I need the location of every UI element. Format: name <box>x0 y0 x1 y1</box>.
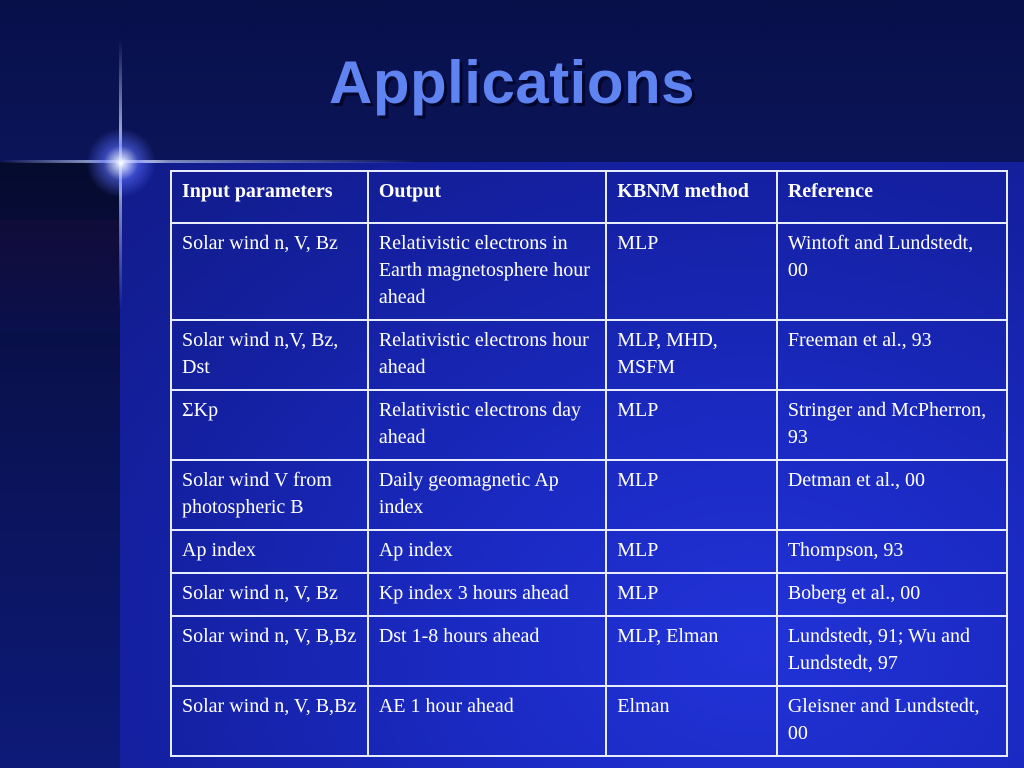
cell-method: MLP, MHD, MSFM <box>606 320 777 390</box>
slide-title: Applications <box>328 49 696 116</box>
cell-input: Solar wind n, V, Bz <box>171 573 368 616</box>
cell-input: ΣKp <box>171 390 368 460</box>
header-output: Output <box>368 171 606 223</box>
cell-method: MLP, Elman <box>606 616 777 686</box>
cell-input: Solar wind n, V, B,Bz <box>171 616 368 686</box>
cell-method: MLP <box>606 460 777 530</box>
cell-input: Ap index <box>171 530 368 573</box>
table-row <box>171 390 1007 460</box>
table-row <box>171 460 1007 530</box>
table-row <box>171 223 1007 320</box>
table-row <box>171 573 1007 616</box>
flare-horizontal-ray <box>0 160 420 163</box>
header-input-parameters: Input parameters <box>171 171 368 223</box>
cell-method: Elman <box>606 686 777 756</box>
cell-reference: Stringer and McPherron, 93 <box>777 390 1007 460</box>
cell-reference: Lundstedt, 91; Wu and Lundstedt, 97 <box>777 616 1007 686</box>
cell-output: Dst 1-8 hours ahead <box>368 616 606 686</box>
cell-reference: Boberg et al., 00 <box>777 573 1007 616</box>
applications-table <box>170 170 1008 757</box>
cell-method: MLP <box>606 530 777 573</box>
left-column-band <box>0 162 120 768</box>
cell-reference: Thompson, 93 <box>777 530 1007 573</box>
table-row <box>171 530 1007 573</box>
cell-method: MLP <box>606 223 777 320</box>
table-header-row <box>171 171 1007 223</box>
cell-output: Daily geomagnetic Ap index <box>368 460 606 530</box>
header-reference: Reference <box>777 171 1007 223</box>
cell-input: Solar wind n,V, Bz, Dst <box>171 320 368 390</box>
cell-output: Relativistic electrons day ahead <box>368 390 606 460</box>
cell-output: AE 1 hour ahead <box>368 686 606 756</box>
cell-output: Relativistic electrons in Earth magnetosphere hour ahead <box>368 223 606 320</box>
header-kbnm-method: KBNM method <box>606 171 777 223</box>
cell-reference: Detman et al., 00 <box>777 460 1007 530</box>
table-row <box>171 320 1007 390</box>
cell-reference: Wintoft and Lundstedt, 00 <box>777 223 1007 320</box>
cell-reference: Freeman et al., 93 <box>777 320 1007 390</box>
cell-input: Solar wind V from photospheric B <box>171 460 368 530</box>
cell-input: Solar wind n, V, B,Bz <box>171 686 368 756</box>
lens-flare-star-icon <box>86 128 156 198</box>
cell-output: Ap index <box>368 530 606 573</box>
table-row <box>171 686 1007 756</box>
cell-input: Solar wind n, V, Bz <box>171 223 368 320</box>
cell-method: MLP <box>606 573 777 616</box>
cell-output: Kp index 3 hours ahead <box>368 573 606 616</box>
cell-method: MLP <box>606 390 777 460</box>
cell-reference: Gleisner and Lundstedt, 00 <box>777 686 1007 756</box>
cell-output: Relativistic electrons hour ahead <box>368 320 606 390</box>
table-row <box>171 616 1007 686</box>
